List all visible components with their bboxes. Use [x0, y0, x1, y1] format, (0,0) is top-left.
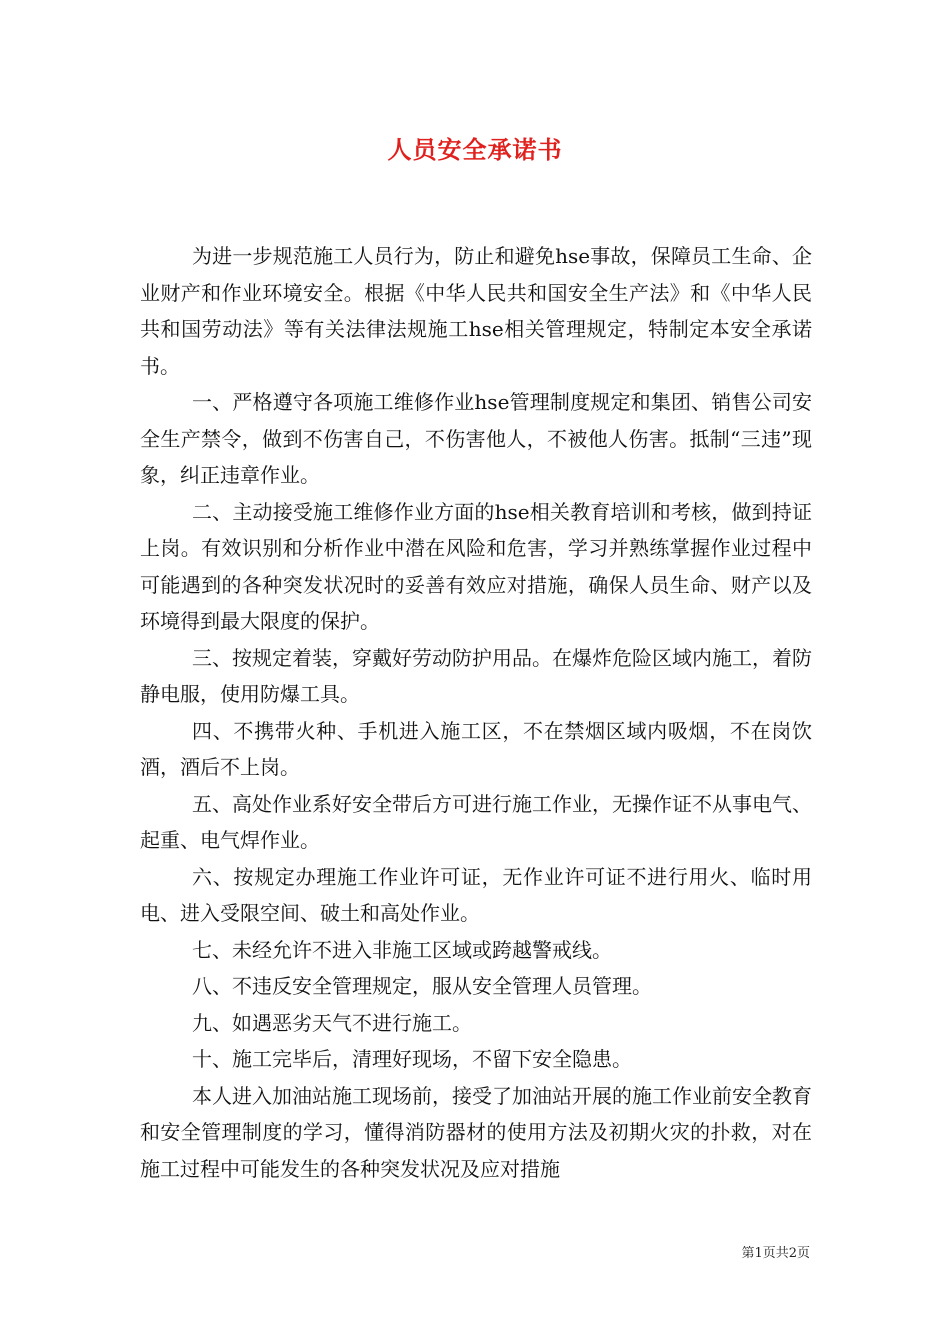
clause-8: 八、不违反安全管理规定，服从安全管理人员管理。 — [192, 974, 652, 998]
clause-4: 四、不携带火种、手机进入施工区，不在禁烟区域内吸烟，不在岗饮酒，酒后不上岗。 — [140, 718, 812, 779]
intro-paragraph: 为进一步规范施工人员行为，防止和避免hse事故，保障员工生命、企业财产和作业环境安全。根据《中华人民共和国安全生产法》和《中华人民共和国劳动法》等有关法律法规施工hse相关管理规定，特制定本安全承诺书。 — [140, 244, 812, 378]
clause-2: 二、主动接受施工维修作业方面的hse相关教育培训和考核，做到持证上岗。有效识别和分析作业中潜在风险和危害，学习并熟练掌握作业过程中可能遇到的各种突发状况时的妥善有效应对措施，确保人员生命、财产以及环境得到最大限度的保护。 — [140, 499, 812, 633]
clause-7: 七、未经允许不进入非施工区域或跨越警戒线。 — [192, 937, 612, 962]
clause-10: 十、施工完毕后，清理好现场，不留下安全隐患。 — [192, 1047, 632, 1071]
closing-paragraph: 本人进入加油站施工现场前，接受了加油站开展的施工作业前安全教育和安全管理制度的学习，懂得消防器材的使用方法及初期火灾的扑救，对在施工过程中可能发生的各种突发状况及应对措施 — [140, 1083, 812, 1181]
document-title: 人员安全承诺书 — [387, 135, 563, 164]
clause-1: 一、严格遵守各项施工维修作业hse管理制度规定和集团、销售公司安全生产禁令，做到不伤害自己，不伤害他人，不被他人伤害。抵制“三违”现象，纠正违章作业。 — [140, 390, 812, 487]
clause-5: 五、高处作业系好安全带后方可进行施工作业，无操作证不从事电气、起重、电气焊作业。 — [140, 791, 812, 852]
clause-3: 三、按规定着装，穿戴好劳动防护用品。在爆炸危险区域内施工，着防静电服，使用防爆工具。 — [140, 645, 812, 706]
page-footer — [0, 1245, 810, 1263]
page-number-label: 第1页共2页 — [741, 1246, 810, 1261]
clause-6: 六、按规定办理施工作业许可证，无作业许可证不进行用火、临时用电、进入受限空间、破土和高处作业。 — [140, 864, 812, 925]
document-body — [140, 238, 812, 1187]
clause-9: 九、如遇恶劣天气不进行施工。 — [192, 1010, 472, 1035]
